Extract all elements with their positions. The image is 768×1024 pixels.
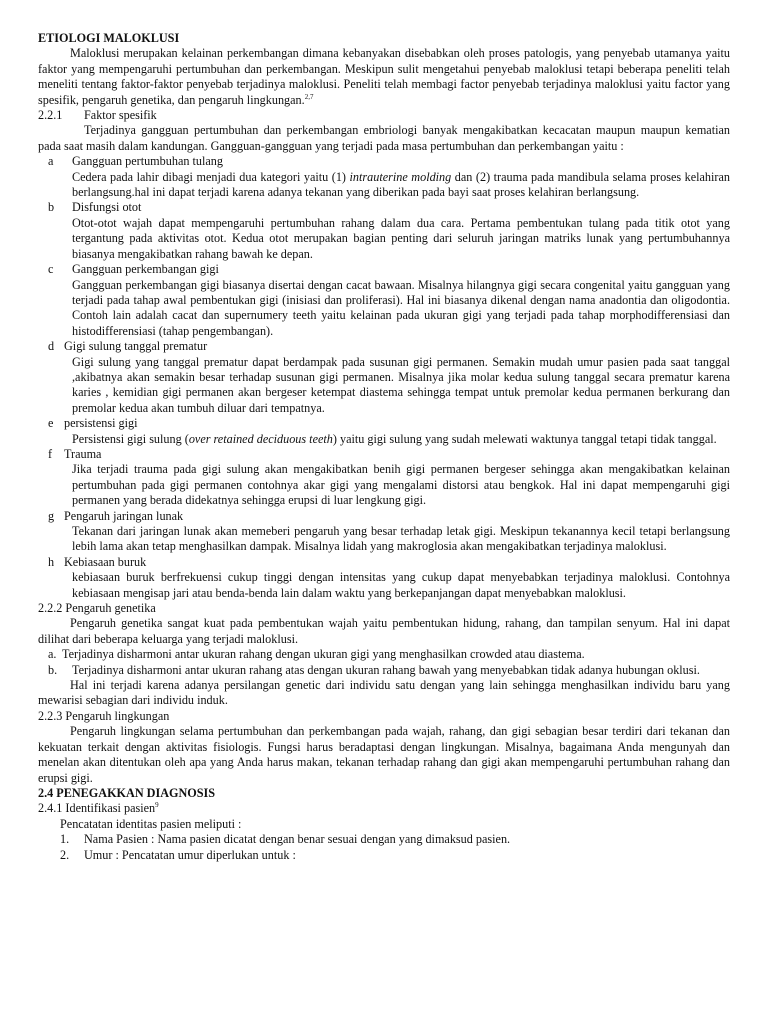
intro-paragraph: Maloklusi merupakan kelainan perkembangan dimana kebanyakan disebabkan oleh proses patologis, yang penyebab utamanya yaitu faktor yang mempengaruhi pertumbuhan dan perkembangan. Meskipun sulit mengetahui penyebab maloklusi tetapi beberapa peneliti telah meneliti tentang faktor-faktor penyebab terjadinya maloklusi. Peneliti telah membagi factor penyebab terjadinya maloklusi yaitu factor yang spesifik, pengaruh genetika, dan pengaruh lingkungan.$^{2,7}$ xyxy=(38,46,730,107)
list-item-heading: a Gangguan pertumbuhan tulang xyxy=(48,154,223,169)
list-item-text: Gigi sulung yang tanggal prematur dapat berdampak pada susunan gigi permanen. Semakin mudah umur pasien pada saat tanggal ,akibatnya akan semakin besar terhadap susunan gigi permanen. Misalnya jika molar kedua sulung tanggal secara prematur karena karies , kemidian gigi permanen akan bergeser ketempat diastema sehingga tempat untuk premolar kedua permanen berkurang dan premolar kedua akan tumbuh diluar dari tempatnya. xyxy=(72,354,730,415)
list-item-text: Persistensi gigi sulung (over retained deciduous teeth) yaitu gigi sulung yang sudah melewati waktunya tanggal tetapi tidak tanggal. xyxy=(72,431,717,446)
subsection-heading-2-2-3: 2.2.3 Pengaruh lingkungan xyxy=(38,708,170,723)
numbered-item: 1. Nama Pasien : Nama pasien dicatat dengan benar sesuai dengan yang dimaksud pasien. xyxy=(60,832,511,847)
list-item-text: Cedera pada lahir dibagi menjadi dua kategori yaitu (1) intrauterine molding dan (2) trauma pada mandibula selama proses kelahiran berlangsung.hal ini dapat terjadi karena adanya tekanan yang diberikan pada bayi saat proses kelahiran berlangsung. xyxy=(72,169,730,200)
subsection-heading-2-2-2: 2.2.2 Pengaruh genetika xyxy=(38,601,156,616)
list-item-heading: c Gangguan perkembangan gigi xyxy=(48,262,219,277)
list-item-heading: b Disfungsi otot xyxy=(48,200,142,215)
list-item: b. Terjadinya disharmoni antar ukuran rahang atas dengan ukuran rahang bawah yang menyebabkan tidak adanya hubungan oklusi. xyxy=(48,662,700,677)
list-item-heading: d Gigi sulung tanggal prematur xyxy=(48,339,208,354)
list-item-text: Gangguan perkembangan gigi biasanya disertai dengan cacat bawaan. Misalnya hilangnya gigi secara congenital yaitu gangguan yang terjadi pada tahap awal pembentukan gigi (inisiasi dan proliferasi). Hal ini biasanya dikenal dengan nama anadontia dan oligodontia. Contoh lain adalah cacat dan supernumery teeth yaitu kelainan pada ukuran gigi yang terjadi pada tahap morphodifferensiasi dan histodifferensiasi (tahap pengembangan). xyxy=(72,277,730,338)
list-item-text: Jika terjadi trauma pada gigi sulung akan mengakibatkan benih gigi permanen bergeser sehingga akan mengakibatkan kelainan pertumbuhan pada gigi permanen contohnya akar gigi yang mengalami distorsi atau bengkok. Hal ini dapat mempengaruhi gigi permanen yang berada didekatnya sehingga erupsi di luar lengkung gigi. xyxy=(72,462,730,508)
subsection-heading-2-2-1: 2.2.1 Faktor spesifik xyxy=(38,108,157,123)
list-item-heading: f Trauma xyxy=(48,446,102,461)
subsection-paragraph: Pengaruh genetika sangat kuat pada pembentukan wajah yaitu pembentukan hidung, rahang, dan tampilan senyum. Hal ini dapat dilihat dari beberapa keluarga yang terjadi maloklusi. xyxy=(38,616,730,646)
subsection-paragraph: Terjadinya gangguan pertumbuhan dan perkembangan embriologi banyak mengakibatkan kecacatan maupun maupun kematian pada saat masih dalam kandungan. Gangguan-gangguan yang terjadi pada masa pertumbuhan dan perkembangan yaitu : xyxy=(38,123,730,153)
subsection-paragraph: Pengaruh lingkungan selama pertumbuhan dan perkembangan pada wajah, rahang, dan gigi sebagian besar terdiri dari tekanan dan kekuatan terkait dengan aktivitas fisiologis. Fungsi harus beradaptasi dengan lingkungan. Misalnya, bagaimana Anda mengunyah dan menelan akan ditentukan oleh apa yang Anda harus makan, tekanan terhadap rahang dan gigi akan mempengaruhi pertumbuhan rahang dan erupsi gigi. xyxy=(38,724,730,785)
list-lead: Pencatatan identitas pasien meliputi : xyxy=(60,816,242,831)
numbered-item: 2. Umur : Pencatatan umur diperlukan untuk : xyxy=(60,847,296,862)
list-item-text: Tekanan dari jaringan lunak akan memeberi pengaruh yang besar terhadap letak gigi. Meskipun tekanannya kecil tetapi berlangsung lebih lama akan tetap menghasilkan dampak. Misalnya lidah yang makroglosia akan mengakibatkan terjadinya maloklusi. xyxy=(72,524,730,554)
footnote-ref: 2,7 xyxy=(304,92,314,101)
section-heading-2-4: 2.4 PENEGAKKAN DIAGNOSIS xyxy=(38,785,216,800)
list-item-text: Otot-otot wajah dapat mempengaruhi pertumbuhan rahang dalam dua cara. Pertama pembentukan tulang pada titik otot yang tergantung pada aktivitas otot. Kedua otot merupakan bagian penting dari seluruh jaringan matriks lunak yang pertumbuhannya biasanya mengakibatkan rahang bawah ke depan. xyxy=(72,215,730,261)
list-item-heading: h Kebiasaan buruk xyxy=(48,554,147,569)
list-item-text: kebiasaan buruk berfrekuensi cukup tinggi dengan intensitas yang cukup dapat menyebabkan terjadinya maloklusi. Contohnya kebiasaan mengisap jari atau benda-benda lain dalam waktu yang berkepanjangan dapat menyebabkan maloklusi. xyxy=(72,570,730,600)
list-item-heading: g Pengaruh jaringan lunak xyxy=(48,508,184,523)
subsection-heading-2-4-1: 2.4.1 Identifikasi pasien$^9$ xyxy=(38,801,159,816)
list-item: a. Terjadinya disharmoni antar ukuran rahang dengan ukuran gigi yang menghasilkan crowded atau diastema. xyxy=(48,647,585,662)
list-item-heading: e persistensi gigi xyxy=(48,416,138,431)
footnote-ref: 9 xyxy=(155,801,159,810)
section-title: ETIOLOGI MALOKLUSI xyxy=(38,31,180,45)
subsection-paragraph: Hal ini terjadi karena adanya persilangan genetic dari individu satu dengan yang lain sehingga menghasilkan individu baru yang mewarisi sebagian dari individu induk. xyxy=(38,678,730,708)
